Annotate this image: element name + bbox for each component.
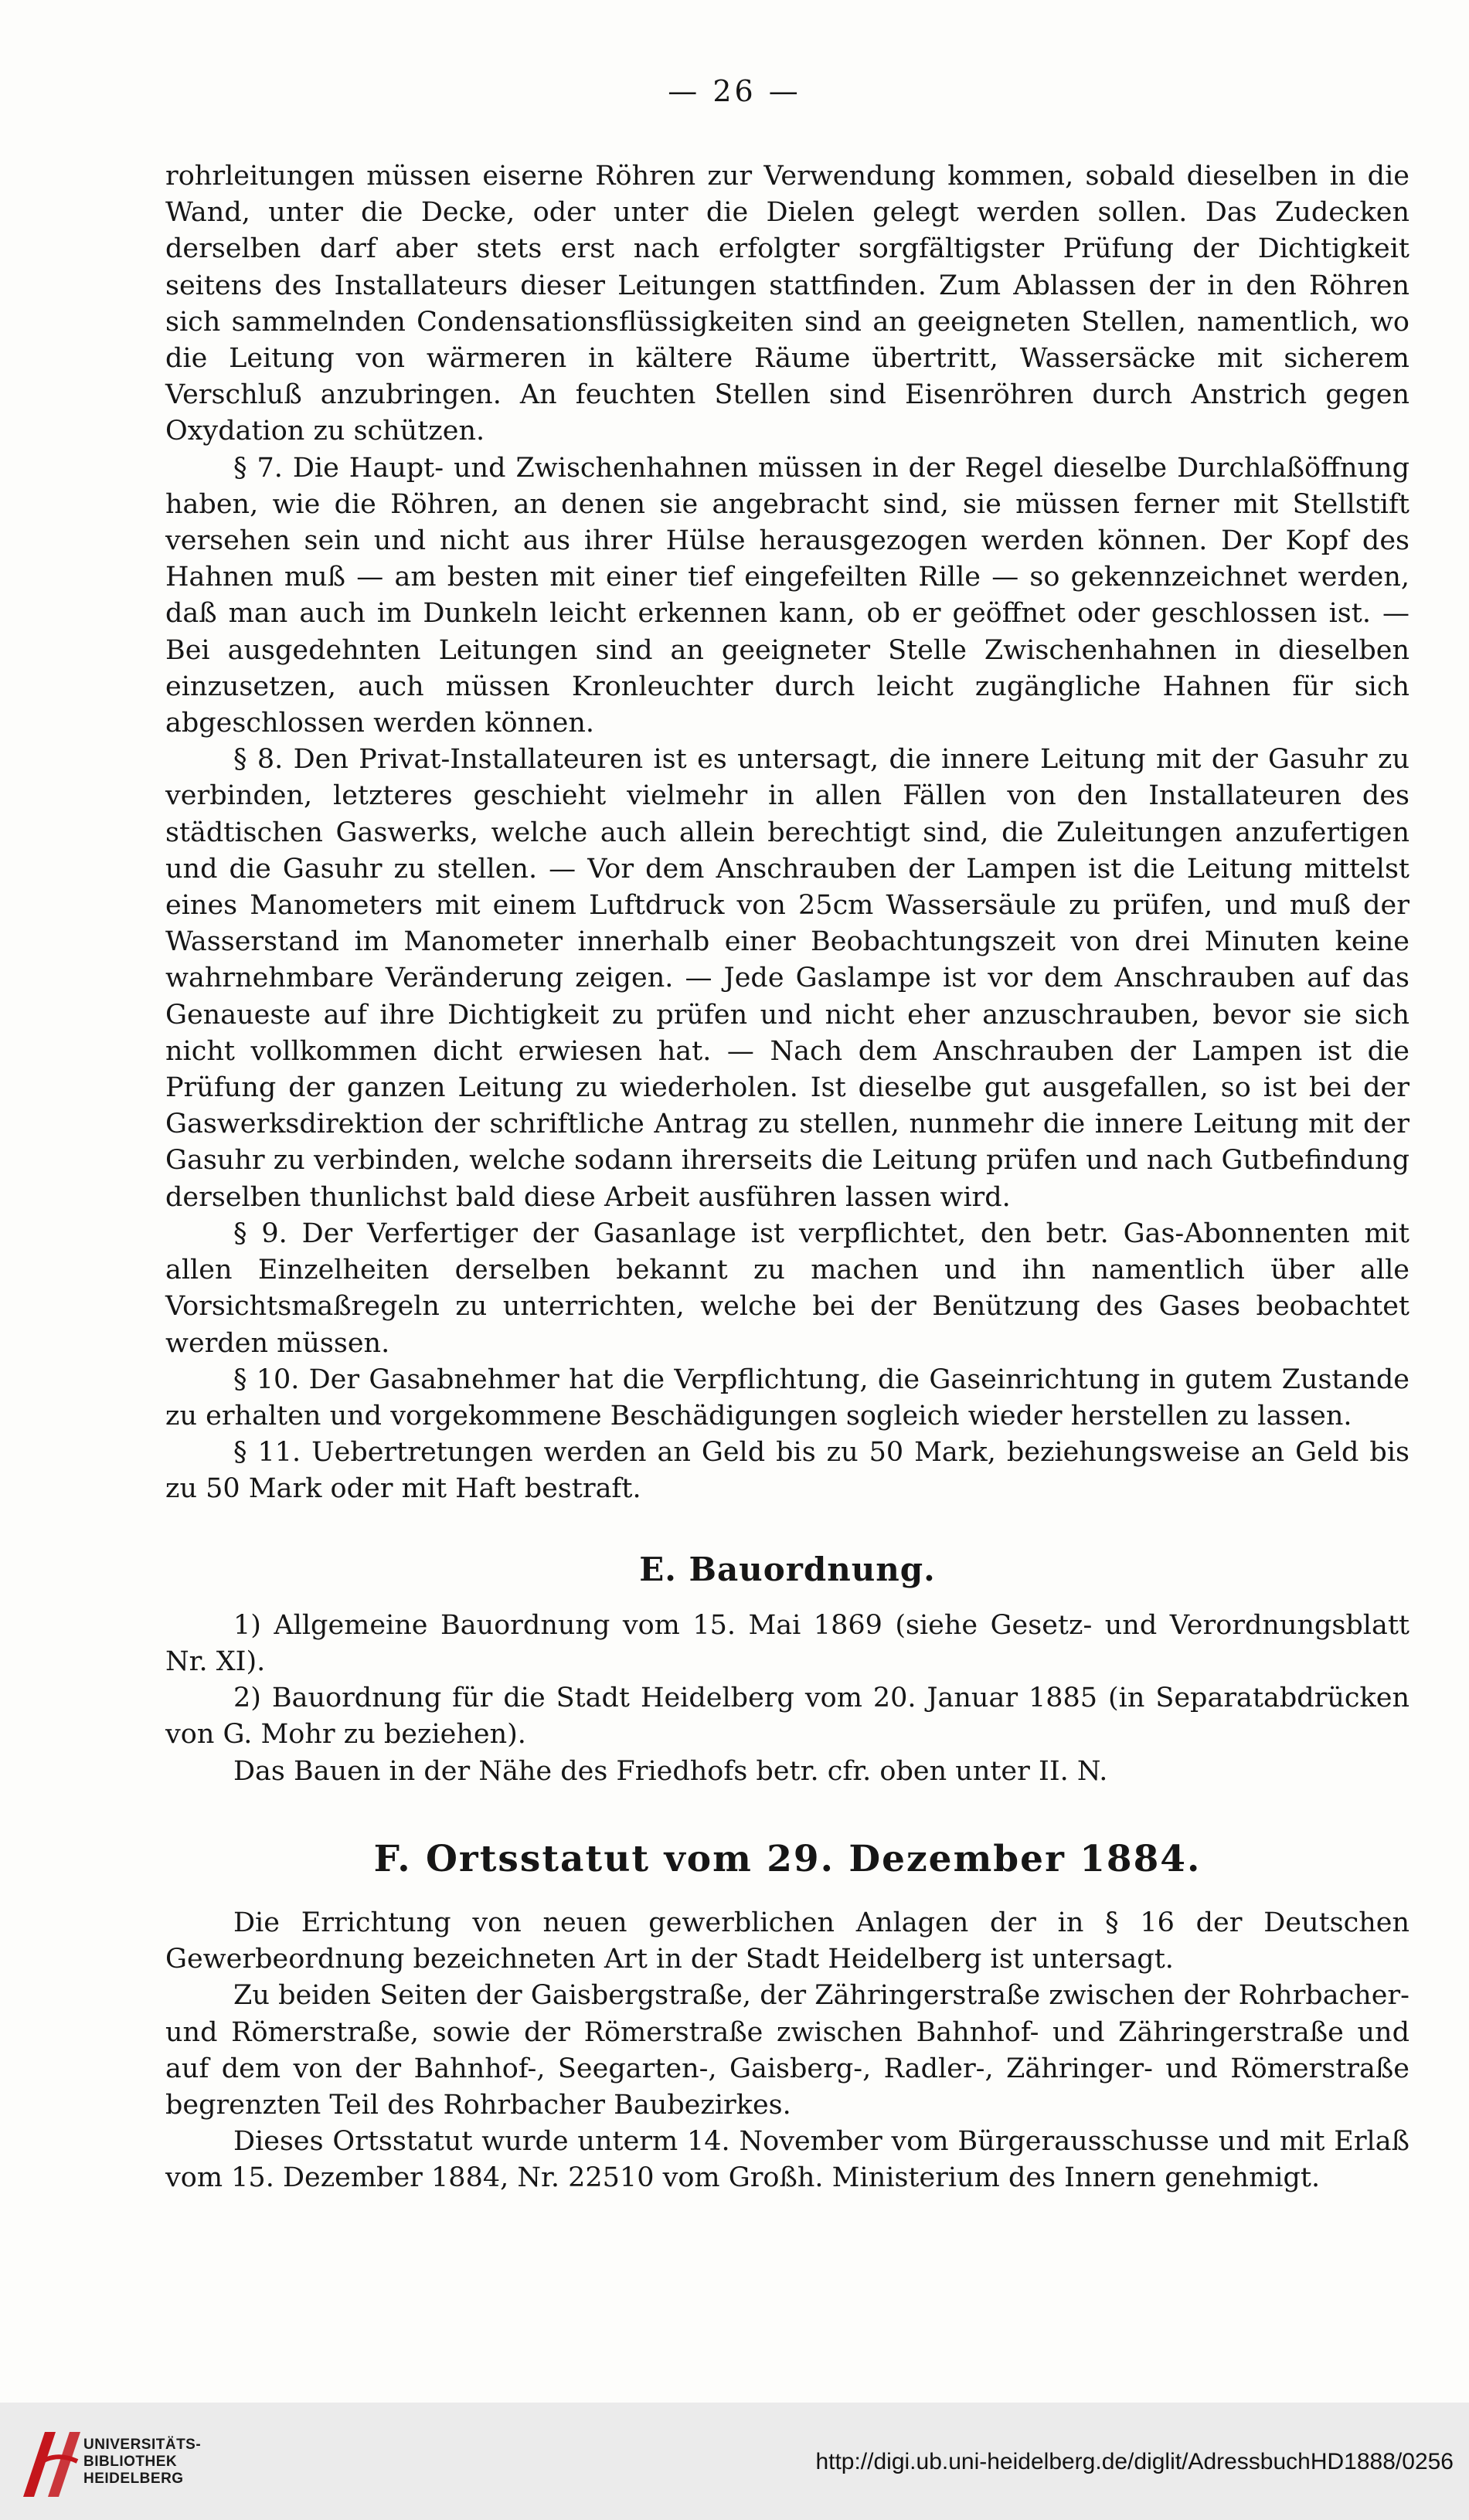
paragraph-continuation: rohrleitungen müssen eiserne Röhren zur Verwendung kommen, sobald dieselben in die Wand, unter die Decke, oder unter die Dielen gelegt werden sollen. Das Zudecken derselben darf aber stets erst nach erfolgter sorgfältigster Prüfung der Dichtigkeit seitens des Installateurs dieser Leitungen stattfinden. Zum Ablassen der in den Röhren sich sammelnden Condensationsflüssigkeiten sind an geeigneten Stellen, namentlich, wo die Leitung von wärmeren in kältere Räume übertritt, Wassersäcke mit sicherem Verschluß anzubringen. An feuchten Stellen sind Eisenröhren durch Anstrich gegen Oxydation zu schützen. — [165, 161, 1409, 447]
footer-bar — [0, 2403, 1469, 2520]
library-name — [83, 2437, 201, 2488]
university-seal-icon — [15, 2420, 93, 2503]
paragraph-section-7: § 7. Die Haupt- und Zwischenhahnen müssen in der Regel dieselbe Durchlaßöffnung haben, wie die Röhren, an denen sie angebracht sind, sie müssen ferner mit Stellstift versehen sein und nicht aus ihrer Hülse herausgezogen werden können. Der Kopf des Hahnen muß — am besten mit einer tief eingefeilten Rille — so gekennzeichnet werden, daß man auch im Dunkeln leicht erkennen kann, ob er geöffnet oder geschlossen ist. — Bei ausgedehnten Leitungen sind an geeigneter Stelle Zwischenhahnen in dieselben einzusetzen, auch müssen Kronleuchter durch leicht zugängliche Hahnen für sich abgeschlossen werden können. — [165, 452, 1409, 739]
bauordnung-item-2: 2) Bauordnung für die Stadt Heidelberg vom 20. Januar 1885 (in Separatabdrücken von G. Mohr zu beziehen). — [165, 1683, 1409, 1751]
ortsstatut-paragraph-2: Zu beiden Seiten der Gaisbergstraße, der Zähringerstraße zwischen der Rohrbacher- und Römerstraße, sowie der Römerstraße zwischen Bahnhof- und Zähringerstraße und auf dem von der Bahnhof-, Seegarten-, Gaisberg-, Radler-, Zähringer- und Römerstraße begrenzten Teil des Rohrbacher Baubezirkes. — [165, 1980, 1409, 2121]
ortsstatut-paragraph-1: Die Errichtung von neuen gewerblichen Anlagen der in § 16 der Deutschen Gewerbeordnung bezeichneten Art in der Stadt Heidelberg ist untersagt. — [165, 1907, 1409, 1975]
section-heading-bauordnung: E. Bauordnung. — [639, 1550, 936, 1588]
paragraph-section-8: § 8. Den Privat-Installateuren ist es untersagt, die innere Leitung mit der Gasuhr zu verbinden, letzteres geschieht vielmehr in allen Fällen von den Installateuren des städtischen Gaswerks, welche auch allein berechtigt sind, die Zuleitungen anzufertigen und die Gasuhr zu stellen. — Vor dem Anschrauben der Lampen ist die Leitung mittelst eines Manometers mit einem Luftdruck von 25cm Wassersäule zu prüfen, und muß der Wasserstand im Manometer innerhalb einer Beobachtungszeit von drei Minuten keine wahrnehmbare Veränderung zeigen. — Jede Gaslampe ist vor dem Anschrauben auf das Genaueste auf ihre Dichtigkeit zu prüfen und nicht eher anzuschrauben, bevor sie sich nicht vollkommen dicht erwiesen hat. — Nach dem Anschrauben der Lampen ist die Prüfung der ganzen Leitung zu wiederholen. Ist dieselbe gut ausgefallen, so ist bei der Gaswerksdirektion der schriftliche Antrag zu stellen, nunmehr die innere Leitung mit der Gasuhr zu verbinden, welche sodann ihrerseits die Leitung prüfen und nach Gutbefindung derselben thunlichst bald diese Arbeit ausführen lassen wird. — [165, 744, 1409, 1213]
section-heading-ortsstatut: F. Ortsstatut vom 29. Dezember 1884. — [373, 1837, 1202, 1880]
paragraph-section-10: § 10. Der Gasabnehmer hat die Verpflichtung, die Gaseinrichtung in gutem Zustande zu erhalten und vorgekommene Beschädigungen sogleich wieder herstellen zu lassen. — [165, 1364, 1409, 1432]
paragraph-section-11: § 11. Uebertretungen werden an Geld bis zu 50 Mark, beziehungsweise an Geld bis zu 50 Mark oder mit Haft bestraft. — [165, 1437, 1409, 1505]
library-name-line-2: BIBLIOTHEK — [83, 2454, 178, 2470]
page-number: — 26 — — [668, 74, 801, 108]
bauordnung-item-1: 1) Allgemeine Bauordnung vom 15. Mai 1869 (siehe Gesetz- und Verordnungsblatt Nr. XI). — [165, 1609, 1409, 1677]
library-name-line-1: UNIVERSITÄTS- — [83, 2437, 202, 2453]
digitization-url-link[interactable]: http://digi.ub.uni-heidelberg.de/diglit/AdressbuchHD1888/0256 — [815, 2449, 1454, 2474]
ortsstatut-paragraph-3: Dieses Ortsstatut wurde unterm 14. November vom Bürgerausschusse und mit Erlaß vom 15. Dezember 1884, Nr. 22510 vom Großh. Ministerium des Innern genehmigt. — [165, 2126, 1409, 2194]
bauordnung-note: Das Bauen in der Nähe des Friedhofs betr. cfr. oben unter II. N. — [233, 1755, 1108, 1787]
paragraph-section-9: § 9. Der Verfertiger der Gasanlage ist verpflichtet, den betr. Gas-Abonnenten mit allen Einzelheiten derselben bekannt zu machen und ihn namentlich über alle Vorsichtsmaßregeln zu unterrichten, welche bei der Benützung des Gases beobachtet werden müssen. — [165, 1218, 1409, 1359]
library-name-line-3: HEIDELBERG — [83, 2471, 184, 2487]
page-body — [165, 158, 1409, 2197]
